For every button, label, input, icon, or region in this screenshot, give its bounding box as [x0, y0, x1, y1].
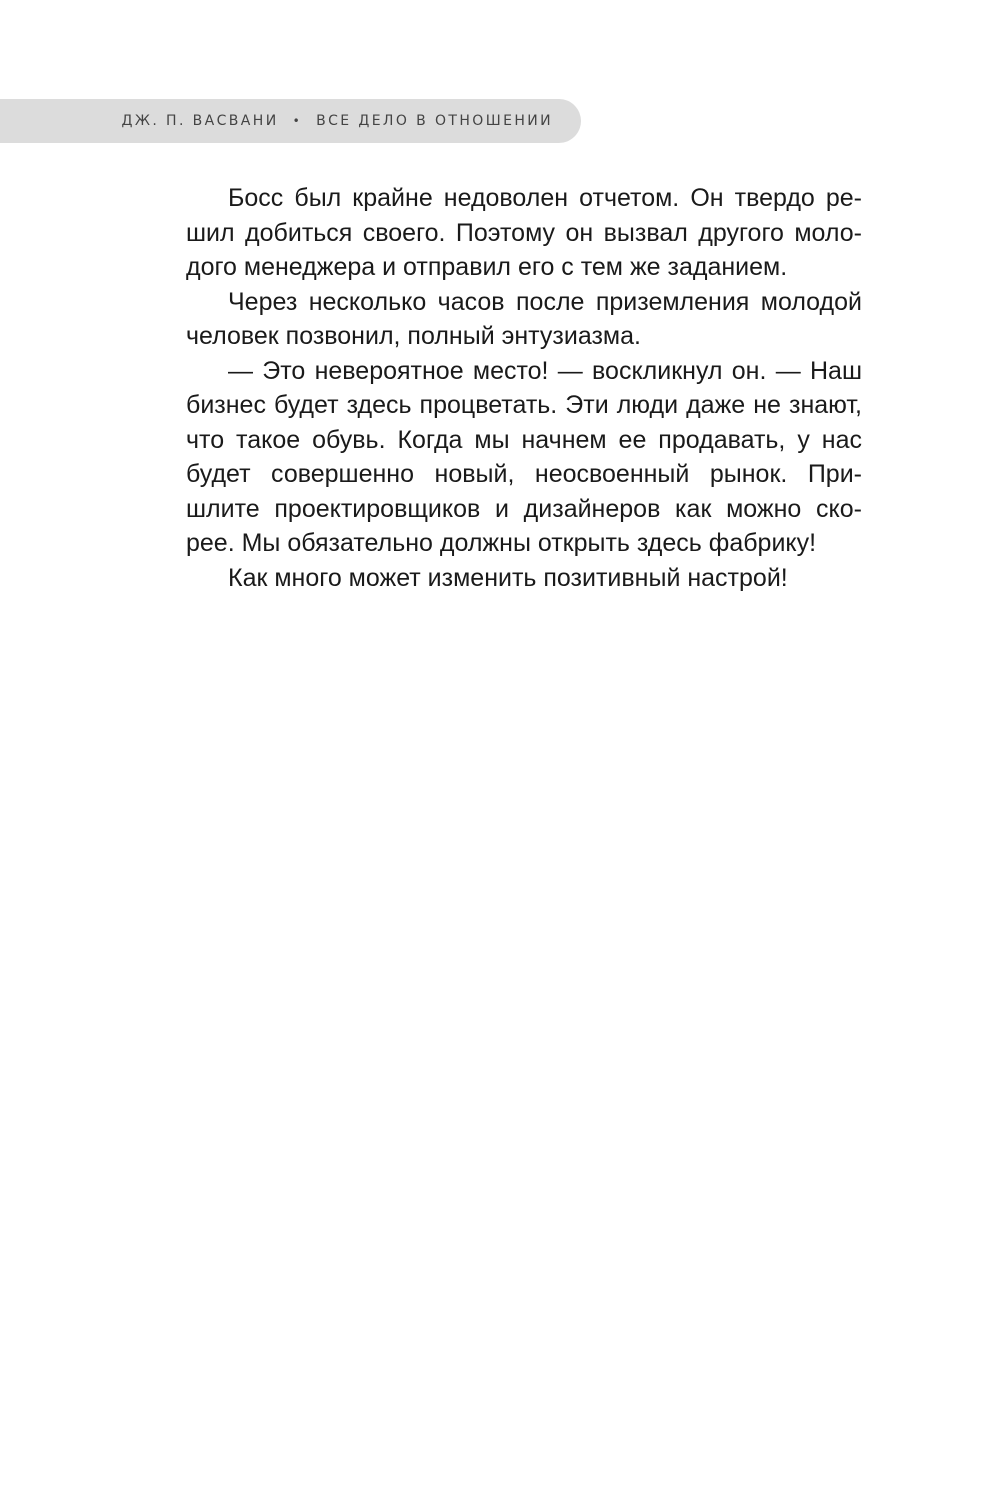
- text-line: человек позвонил, полный энтузиазма.: [186, 322, 641, 350]
- text-line: Босс был крайне недоволен отчетом. Он твердо ре-: [228, 184, 862, 212]
- header-separator: •: [292, 114, 303, 128]
- text-line: — Это невероятное место! — воскликнул он. — Наш: [228, 356, 862, 385]
- text-line: что такое обувь. Когда мы начнем ее продавать, у нас: [186, 425, 862, 454]
- running-header: [0, 99, 581, 143]
- text-line: шил добиться своего. Поэтому он вызвал другого моло-: [186, 218, 862, 247]
- body-text: [186, 181, 862, 595]
- text-line: шлите проектировщиков и дизайнеров как можно ско-: [186, 494, 862, 523]
- text-line: Как много может изменить позитивный настрой!: [228, 563, 788, 592]
- header-book-title: ВСЕ ДЕЛО В ОТНОШЕНИИ: [316, 113, 553, 129]
- text-line: дого менеджера и отправил его с тем же заданием.: [186, 253, 788, 281]
- text-line: бизнес будет здесь процветать. Эти люди даже не знают,: [186, 391, 862, 419]
- text-line: Через несколько часов после приземления молодой: [228, 287, 862, 316]
- header-author: ДЖ. П. ВАСВАНИ: [121, 113, 279, 129]
- text-line: будет совершенно новый, неосвоенный рынок. При-: [186, 460, 862, 488]
- text-line: рее. Мы обязательно должны открыть здесь фабрику!: [186, 529, 817, 557]
